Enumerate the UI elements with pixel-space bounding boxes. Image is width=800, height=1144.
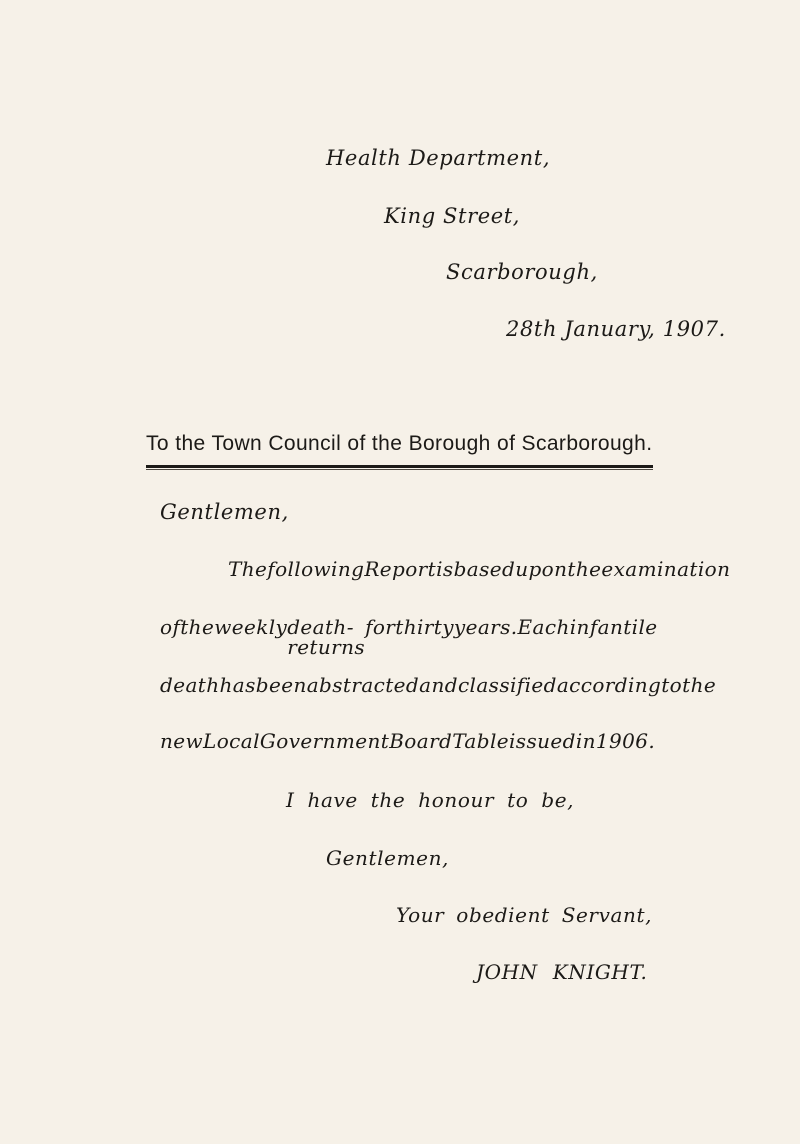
body-word: of bbox=[160, 615, 181, 639]
body-word: in bbox=[575, 729, 596, 753]
body-word: is bbox=[436, 557, 454, 581]
body-word: death-returns bbox=[287, 615, 366, 659]
body-word: has bbox=[219, 673, 256, 697]
closing-line-3: Your obedient Servant, bbox=[396, 903, 653, 927]
body-word: infantile bbox=[569, 615, 658, 639]
body-line-4 bbox=[160, 729, 656, 753]
letterhead-town: Scarborough, bbox=[446, 260, 598, 284]
body-word: years. bbox=[453, 615, 518, 639]
body-word: the bbox=[180, 615, 215, 639]
body-word: the bbox=[682, 673, 717, 697]
body-word: following bbox=[267, 557, 365, 581]
letterhead-street: King Street, bbox=[384, 204, 521, 228]
body-word: and bbox=[419, 673, 458, 697]
divider-rule-thin bbox=[146, 469, 653, 470]
body-word: classified bbox=[457, 673, 557, 697]
closing-line-2: Gentlemen, bbox=[326, 846, 450, 870]
body-word: the bbox=[567, 557, 602, 581]
salutation: Gentlemen, bbox=[160, 500, 289, 524]
closing-line-1: I have the honour to be, bbox=[286, 788, 575, 812]
signature: JOHN KNIGHT. bbox=[476, 960, 648, 984]
body-word: issued bbox=[508, 729, 576, 753]
body-word: Board bbox=[389, 729, 453, 753]
body-word: abstracted bbox=[306, 673, 420, 697]
body-word: The bbox=[228, 557, 268, 581]
body-line-1 bbox=[228, 557, 731, 581]
body-word: to bbox=[661, 673, 683, 697]
body-word: thirty bbox=[395, 615, 454, 639]
addressee-line: To the Town Council of the Borough of Scarborough. bbox=[146, 432, 653, 455]
letterhead-date: 28th January, 1907. bbox=[506, 317, 726, 341]
body-word: Table bbox=[452, 729, 509, 753]
body-word: Each bbox=[517, 615, 570, 639]
body-word: examination bbox=[601, 557, 731, 581]
body-word: Report bbox=[364, 557, 437, 581]
body-word: based bbox=[453, 557, 516, 581]
body-word: upon bbox=[515, 557, 568, 581]
body-line-2 bbox=[160, 615, 658, 659]
body-word: according bbox=[556, 673, 662, 697]
body-word: death bbox=[160, 673, 220, 697]
body-word: new bbox=[160, 729, 204, 753]
body-word: weekly bbox=[214, 615, 288, 639]
divider-rule bbox=[146, 465, 653, 468]
body-word: for bbox=[365, 615, 396, 639]
letterhead-department: Health Department, bbox=[326, 146, 551, 170]
body-word: 1906. bbox=[595, 729, 656, 753]
body-word: been bbox=[255, 673, 307, 697]
body-word: Government bbox=[259, 729, 390, 753]
body-word: Local bbox=[203, 729, 260, 753]
body-line-3 bbox=[160, 673, 717, 697]
